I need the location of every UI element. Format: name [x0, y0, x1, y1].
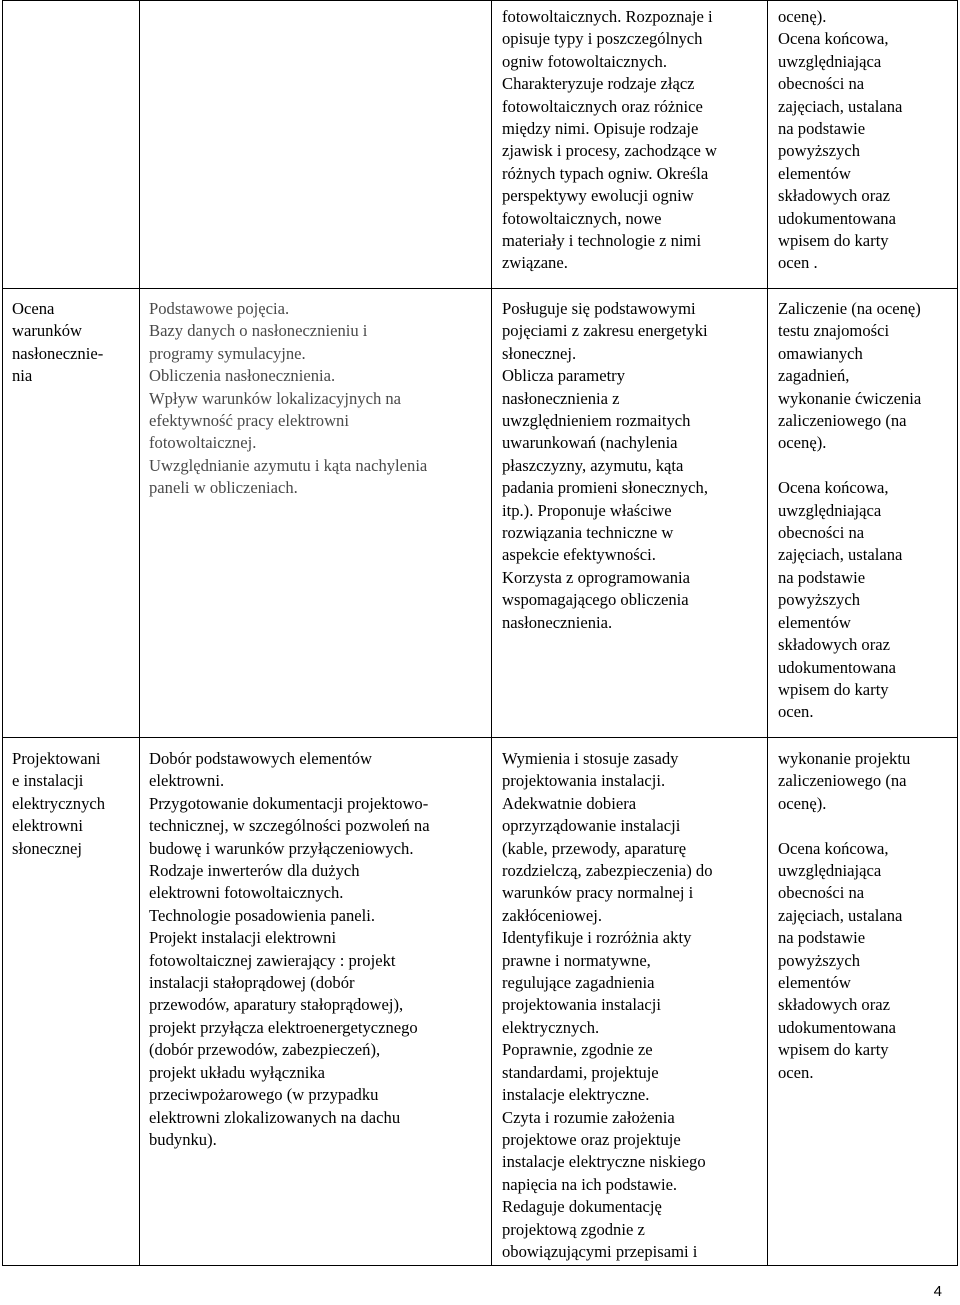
text-line: Technologie posadowienia paneli. [149, 905, 376, 925]
text-line: ocen. [778, 702, 814, 722]
text-line: udokumentowana [778, 657, 896, 677]
text-line: uwzględniająca [778, 51, 882, 71]
row-projekt-learning-outcomes [502, 748, 764, 1263]
col-divider-0 [2, 0, 3, 1266]
text-line: słonecznej [12, 838, 83, 858]
text-line: elektrycznych [12, 793, 106, 813]
text-line: Projektowani [12, 749, 101, 768]
text-line: omawianych [778, 343, 863, 363]
text-line: Ocena [12, 299, 55, 318]
text-line: ocen . [778, 253, 818, 273]
text-line: wpisem do karty [778, 679, 889, 699]
text-line: Ocena końcowa, [778, 478, 889, 498]
top-row-assessment [778, 6, 950, 275]
text-line: powyższych [778, 590, 861, 610]
text-line: wpisem do karty [778, 231, 889, 251]
text-line: fotowoltaicznych. Rozpoznaje i [502, 7, 713, 26]
text-line: paneli w obliczeniach. [149, 478, 298, 498]
text-line: płaszczyzny, azymutu, kąta [502, 455, 684, 475]
text-line: różnych typach ogniw. Określa [502, 163, 709, 183]
text-line: fotowoltaicznej. [149, 433, 257, 453]
col-divider-4 [957, 0, 958, 1266]
text-line: obecności na [778, 523, 865, 543]
text-line: udokumentowana [778, 208, 896, 228]
row-ocena-learning-outcomes [502, 298, 764, 634]
text-line: nasłonecznienia z [502, 388, 620, 408]
text-line: Posługuje się podstawowymi [502, 299, 696, 318]
page-number: 4 [933, 1283, 942, 1300]
text-line: zaliczeniowego (na [778, 771, 907, 791]
text-line: Podstawowe pojęcia. [149, 299, 290, 318]
row-ocena-assessment [778, 298, 950, 724]
text-line: zagadnień, [778, 366, 850, 386]
text-line: projektowania instalacji [502, 995, 661, 1015]
text-line: Uwzględnianie azymutu i kąta nachylenia [149, 455, 428, 475]
text-line: Dobór podstawowych elementów [149, 749, 373, 768]
text-line: uwarunkowań (nachylenia [502, 433, 678, 453]
text-line: powyższych [778, 950, 861, 970]
text-line: instalacji stałoprądowej (dobór [149, 973, 355, 993]
text-line: zajęciach, ustalana [778, 545, 903, 565]
text-line: obowiązującymi przepisami i [502, 1241, 698, 1261]
text-line: aspekcie efektywności. [502, 545, 656, 565]
text-line: elementów [778, 612, 851, 632]
row-divider-top [2, 0, 958, 1]
text-line: elementów [778, 973, 851, 993]
text-line: technicznej, w szczególności pozwoleń na [149, 816, 430, 836]
text-line: elektrycznych. [502, 1017, 600, 1037]
text-line: wpisem do karty [778, 1040, 889, 1060]
text-line: ogniw fotowoltaicznych. [502, 51, 667, 71]
text-line: fotowoltaicznej zawierający : projekt [149, 950, 396, 970]
row-divider-2 [2, 737, 958, 738]
text-line: przewodów, aparatury stałoprądowej), [149, 995, 404, 1015]
text-line: uwzględniająca [778, 861, 882, 881]
text-line: itp.). Proponuje właściwe [502, 500, 672, 520]
text-line: Oblicza parametry [502, 366, 626, 386]
text-line: udokumentowana [778, 1017, 896, 1037]
text-line: ocenę). [778, 433, 827, 453]
text-line: projekt przyłącza elektroenergetycznego [149, 1017, 418, 1037]
text-line: składowych oraz [778, 186, 890, 206]
text-line: Wymienia i stosuje zasady [502, 749, 679, 768]
text-line: e instalacji [12, 771, 84, 791]
text-line: projektowe oraz projektuje [502, 1129, 681, 1149]
text-line: ocenę). [778, 793, 827, 813]
text-line: przeciwpożarowego (w przypadku [149, 1085, 379, 1105]
text-line: powyższych [778, 141, 861, 161]
col-divider-3 [767, 0, 768, 1266]
text-line: Bazy danych o nasłonecznieniu i [149, 321, 368, 341]
text-line: Poprawnie, zgodnie ze [502, 1040, 653, 1060]
text-line: Wpływ warunków lokalizacyjnych na [149, 388, 402, 408]
text-line: instalacje elektryczne niskiego [502, 1152, 706, 1172]
text-line: Identyfikuje i rozróżnia akty [502, 928, 692, 948]
text-line: zajęciach, ustalana [778, 905, 903, 925]
text-line: (kable, przewody, aparaturę [502, 838, 687, 858]
text-line: uwzględnieniem rozmaitych [502, 411, 691, 431]
text-line: składowych oraz [778, 635, 890, 655]
row-divider-1 [2, 288, 958, 289]
text-line: Przygotowanie dokumentacji projektowo- [149, 793, 429, 813]
text-line: projekt układu wyłącznika [149, 1062, 326, 1082]
text-line: rozwiązania techniczne w [502, 523, 674, 543]
text-line: instalacje elektryczne. [502, 1085, 650, 1105]
text-line: programy symulacyjne. [149, 343, 306, 363]
text-line: Czyta i rozumie założenia [502, 1107, 675, 1127]
text-line: elektrowni [12, 816, 83, 836]
text-line: obecności na [778, 74, 865, 94]
text-line: Redaguje dokumentację [502, 1197, 662, 1217]
col-divider-2 [491, 0, 492, 1266]
text-line: ocenę). [778, 7, 827, 26]
text-line: regulujące zagadnienia [502, 973, 655, 993]
text-line: na podstawie [778, 928, 866, 948]
text-line: oprzyrządowanie instalacji [502, 816, 681, 836]
text-line: wykonanie ćwiczenia [778, 388, 922, 408]
row-ocena-title [12, 298, 136, 388]
text-line: warunków [12, 321, 83, 341]
text-line: testu znajomości [778, 321, 890, 341]
text-line: rozdzielczą, zabezpieczenia) do [502, 861, 713, 881]
text-line: zjawisk i procesy, zachodzące w [502, 141, 717, 161]
text-line: wspomagającego obliczenia [502, 590, 689, 610]
text-line: budynku). [149, 1129, 217, 1149]
text-line: Ocena końcowa, [778, 29, 889, 49]
text-line: Rodzaje inwerterów dla dużych [149, 861, 360, 881]
text-line: projektową zgodnie z [502, 1219, 645, 1239]
text-line: perspektywy ewolucji ogniw [502, 186, 694, 206]
text-line: efektywność pracy elektrowni [149, 411, 349, 431]
text-line: prawne i normatywne, [502, 950, 651, 970]
text-line: na podstawie [778, 567, 866, 587]
row-ocena-content [149, 298, 489, 500]
text-line: elektrowni fotowoltaicznych. [149, 883, 344, 903]
text-line: między nimi. Opisuje rodzaje [502, 119, 699, 139]
text-line: składowych oraz [778, 995, 890, 1015]
text-line [778, 815, 950, 837]
text-line: związane. [502, 253, 568, 273]
text-line: standardami, projektuje [502, 1062, 659, 1082]
text-line: projektowania instalacji. [502, 771, 666, 791]
row-projekt-content [149, 748, 489, 1151]
text-line: opisuje typy i poszczególnych [502, 29, 703, 49]
text-line: ocen. [778, 1062, 814, 1082]
text-line: zajęciach, ustalana [778, 96, 903, 116]
text-line: warunków pracy normalnej i [502, 883, 694, 903]
text-line: budowę i warunków przyłączeniowych. [149, 838, 414, 858]
text-line: materiały i technologie z nimi [502, 231, 702, 251]
text-line: elementów [778, 163, 851, 183]
row-projekt-assessment [778, 748, 950, 1084]
text-line [778, 455, 950, 477]
text-line: nasłonecznie- [12, 343, 104, 363]
top-row-learning-outcomes [502, 6, 764, 275]
text-line: nia [12, 366, 33, 386]
text-line: Projekt instalacji elektrowni [149, 928, 337, 948]
text-line: zaliczeniowego (na [778, 411, 907, 431]
text-line: uwzględniająca [778, 500, 882, 520]
text-line: Charakteryzuje rodzaje złącz [502, 74, 695, 94]
text-line: napięcia na ich podstawie. [502, 1174, 678, 1194]
text-line: obecności na [778, 883, 865, 903]
text-line: słonecznej. [502, 343, 577, 363]
text-line: wykonanie projektu [778, 749, 911, 768]
text-line: fotowoltaicznych, nowe [502, 208, 662, 228]
text-line: pojęciami z zakresu energetyki [502, 321, 708, 341]
text-line: Korzysta z oprogramowania [502, 567, 690, 587]
text-line: padania promieni słonecznych, [502, 478, 708, 498]
text-line: zakłóceniowej. [502, 905, 602, 925]
text-line: elektrowni. [149, 771, 225, 791]
text-line: fotowoltaicznych oraz różnice [502, 96, 703, 116]
text-line: na podstawie [778, 119, 866, 139]
row-projekt-title [12, 748, 136, 860]
text-line: Zaliczenie (na ocenę) [778, 299, 921, 318]
row-divider-bottom [2, 1265, 958, 1266]
text-line: Ocena końcowa, [778, 838, 889, 858]
col-divider-1 [139, 0, 140, 1266]
text-line: Obliczenia nasłonecznienia. [149, 366, 336, 386]
text-line: (dobór przewodów, zabezpieczeń), [149, 1040, 381, 1060]
text-line: nasłonecznienia. [502, 612, 613, 632]
text-line: Adekwatnie dobiera [502, 793, 637, 813]
text-line: elektrowni zlokalizowanych na dachu [149, 1107, 401, 1127]
